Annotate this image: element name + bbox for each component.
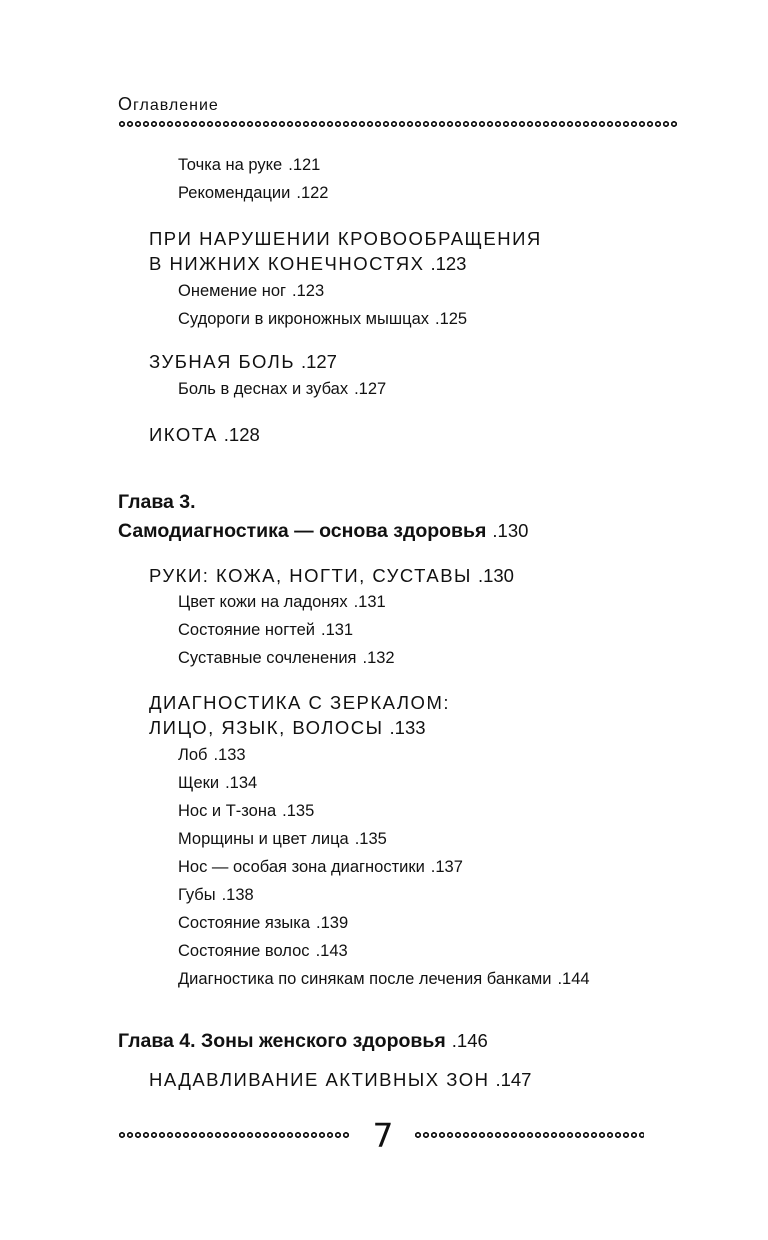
toc-entry-title: Судороги в икроножных мышцах — [178, 310, 429, 328]
toc-entry-title: Самодиагностика — основа здоровья — [118, 520, 487, 542]
toc-entry-title: Морщины и цвет лица — [178, 830, 349, 848]
toc-entry-page: .123 — [430, 253, 467, 274]
toc-entry-title: Точка на руке — [178, 156, 283, 174]
toc-entry-page: .144 — [557, 970, 590, 988]
toc-entry-title: Диагностика по синякам после лечения банками — [178, 970, 552, 988]
toc-entry-page: .131 — [353, 593, 386, 611]
ornament-divider-bottom-right — [414, 1131, 644, 1139]
toc-entry-title: Щеки — [178, 774, 220, 792]
toc-entry-title: ЛИЦО, ЯЗЫК, ВОЛОСЫ — [149, 717, 384, 738]
ornament-divider-top — [118, 120, 678, 128]
toc-entry-page: .122 — [296, 184, 329, 202]
toc-entry-title: ЗУБНАЯ БОЛЬ — [149, 351, 295, 372]
toc-entry-page: .128 — [223, 424, 260, 445]
toc-entry-page: .127 — [300, 351, 337, 372]
toc-entry-title: Нос и Т-зона — [178, 802, 277, 820]
toc-entry-page: .132 — [362, 649, 395, 667]
toc-entry-page: .121 — [288, 156, 321, 174]
toc-entry-title: Суставные сочленения — [178, 649, 357, 667]
toc-entry-page: .147 — [495, 1069, 532, 1090]
toc-entry-title: Цвет кожи на ладонях — [178, 593, 348, 611]
toc-section-title-line1: ПРИ НАРУШЕНИИ КРОВООБРАЩЕНИЯ — [149, 228, 542, 249]
toc-entry-title: Лоб — [178, 746, 208, 764]
toc-entry-title: НАДАВЛИВАНИЕ АКТИВНЫХ ЗОН — [149, 1069, 490, 1090]
toc-entry-page: .133 — [389, 717, 426, 738]
running-header — [118, 94, 219, 115]
toc-entry-page: .133 — [213, 746, 246, 764]
toc-entry-page: .127 — [354, 380, 387, 398]
toc-entry-title: РУКИ: КОЖА, НОГТИ, СУСТАВЫ — [149, 565, 472, 586]
toc-entry-page: .134 — [225, 774, 258, 792]
toc-entry-title: Боль в деснах и зубах — [178, 380, 349, 398]
toc-entry-page: .139 — [316, 914, 349, 932]
ornament-divider-bottom-left — [118, 1131, 350, 1139]
toc-entry-title: Состояние языка — [178, 914, 311, 932]
toc-entry-page: .138 — [221, 886, 254, 904]
toc-chapter-label: Глава 3. — [118, 491, 196, 513]
page-number: 7 — [372, 1116, 394, 1155]
toc-entry-title: Рекомендации — [178, 184, 291, 202]
toc-entry-page: .143 — [315, 942, 348, 960]
toc-entry-page: .125 — [435, 310, 468, 328]
toc-entry-title: Состояние волос — [178, 942, 310, 960]
toc-entry-title: Нос — особая зона диагностики — [178, 858, 425, 876]
toc-entry-page: .135 — [354, 830, 387, 848]
header-initial: О — [118, 94, 134, 114]
toc-entry-page: .123 — [292, 282, 325, 300]
toc-entry-page: .130 — [492, 520, 529, 541]
toc-entry-page: .137 — [430, 858, 463, 876]
toc-entry-page: .130 — [477, 565, 514, 586]
toc-section-title-line1: ДИАГНОСТИКА С ЗЕРКАЛОМ: — [149, 692, 450, 713]
toc-entry-title: ИКОТА — [149, 424, 218, 445]
toc-entry-page: .135 — [282, 802, 315, 820]
toc-entry-title: Глава 4. Зоны женского здоровья — [118, 1030, 446, 1052]
toc-entry-title: В НИЖНИХ КОНЕЧНОСТЯХ — [149, 253, 425, 274]
toc-entry-title: Состояние ногтей — [178, 621, 315, 639]
toc-entry-title: Губы — [178, 886, 216, 904]
toc-entry-page: .146 — [451, 1030, 488, 1051]
header-rest: главление — [133, 97, 219, 114]
toc-entry-page: .131 — [321, 621, 354, 639]
toc-entry-title: Онемение ног — [178, 282, 287, 300]
